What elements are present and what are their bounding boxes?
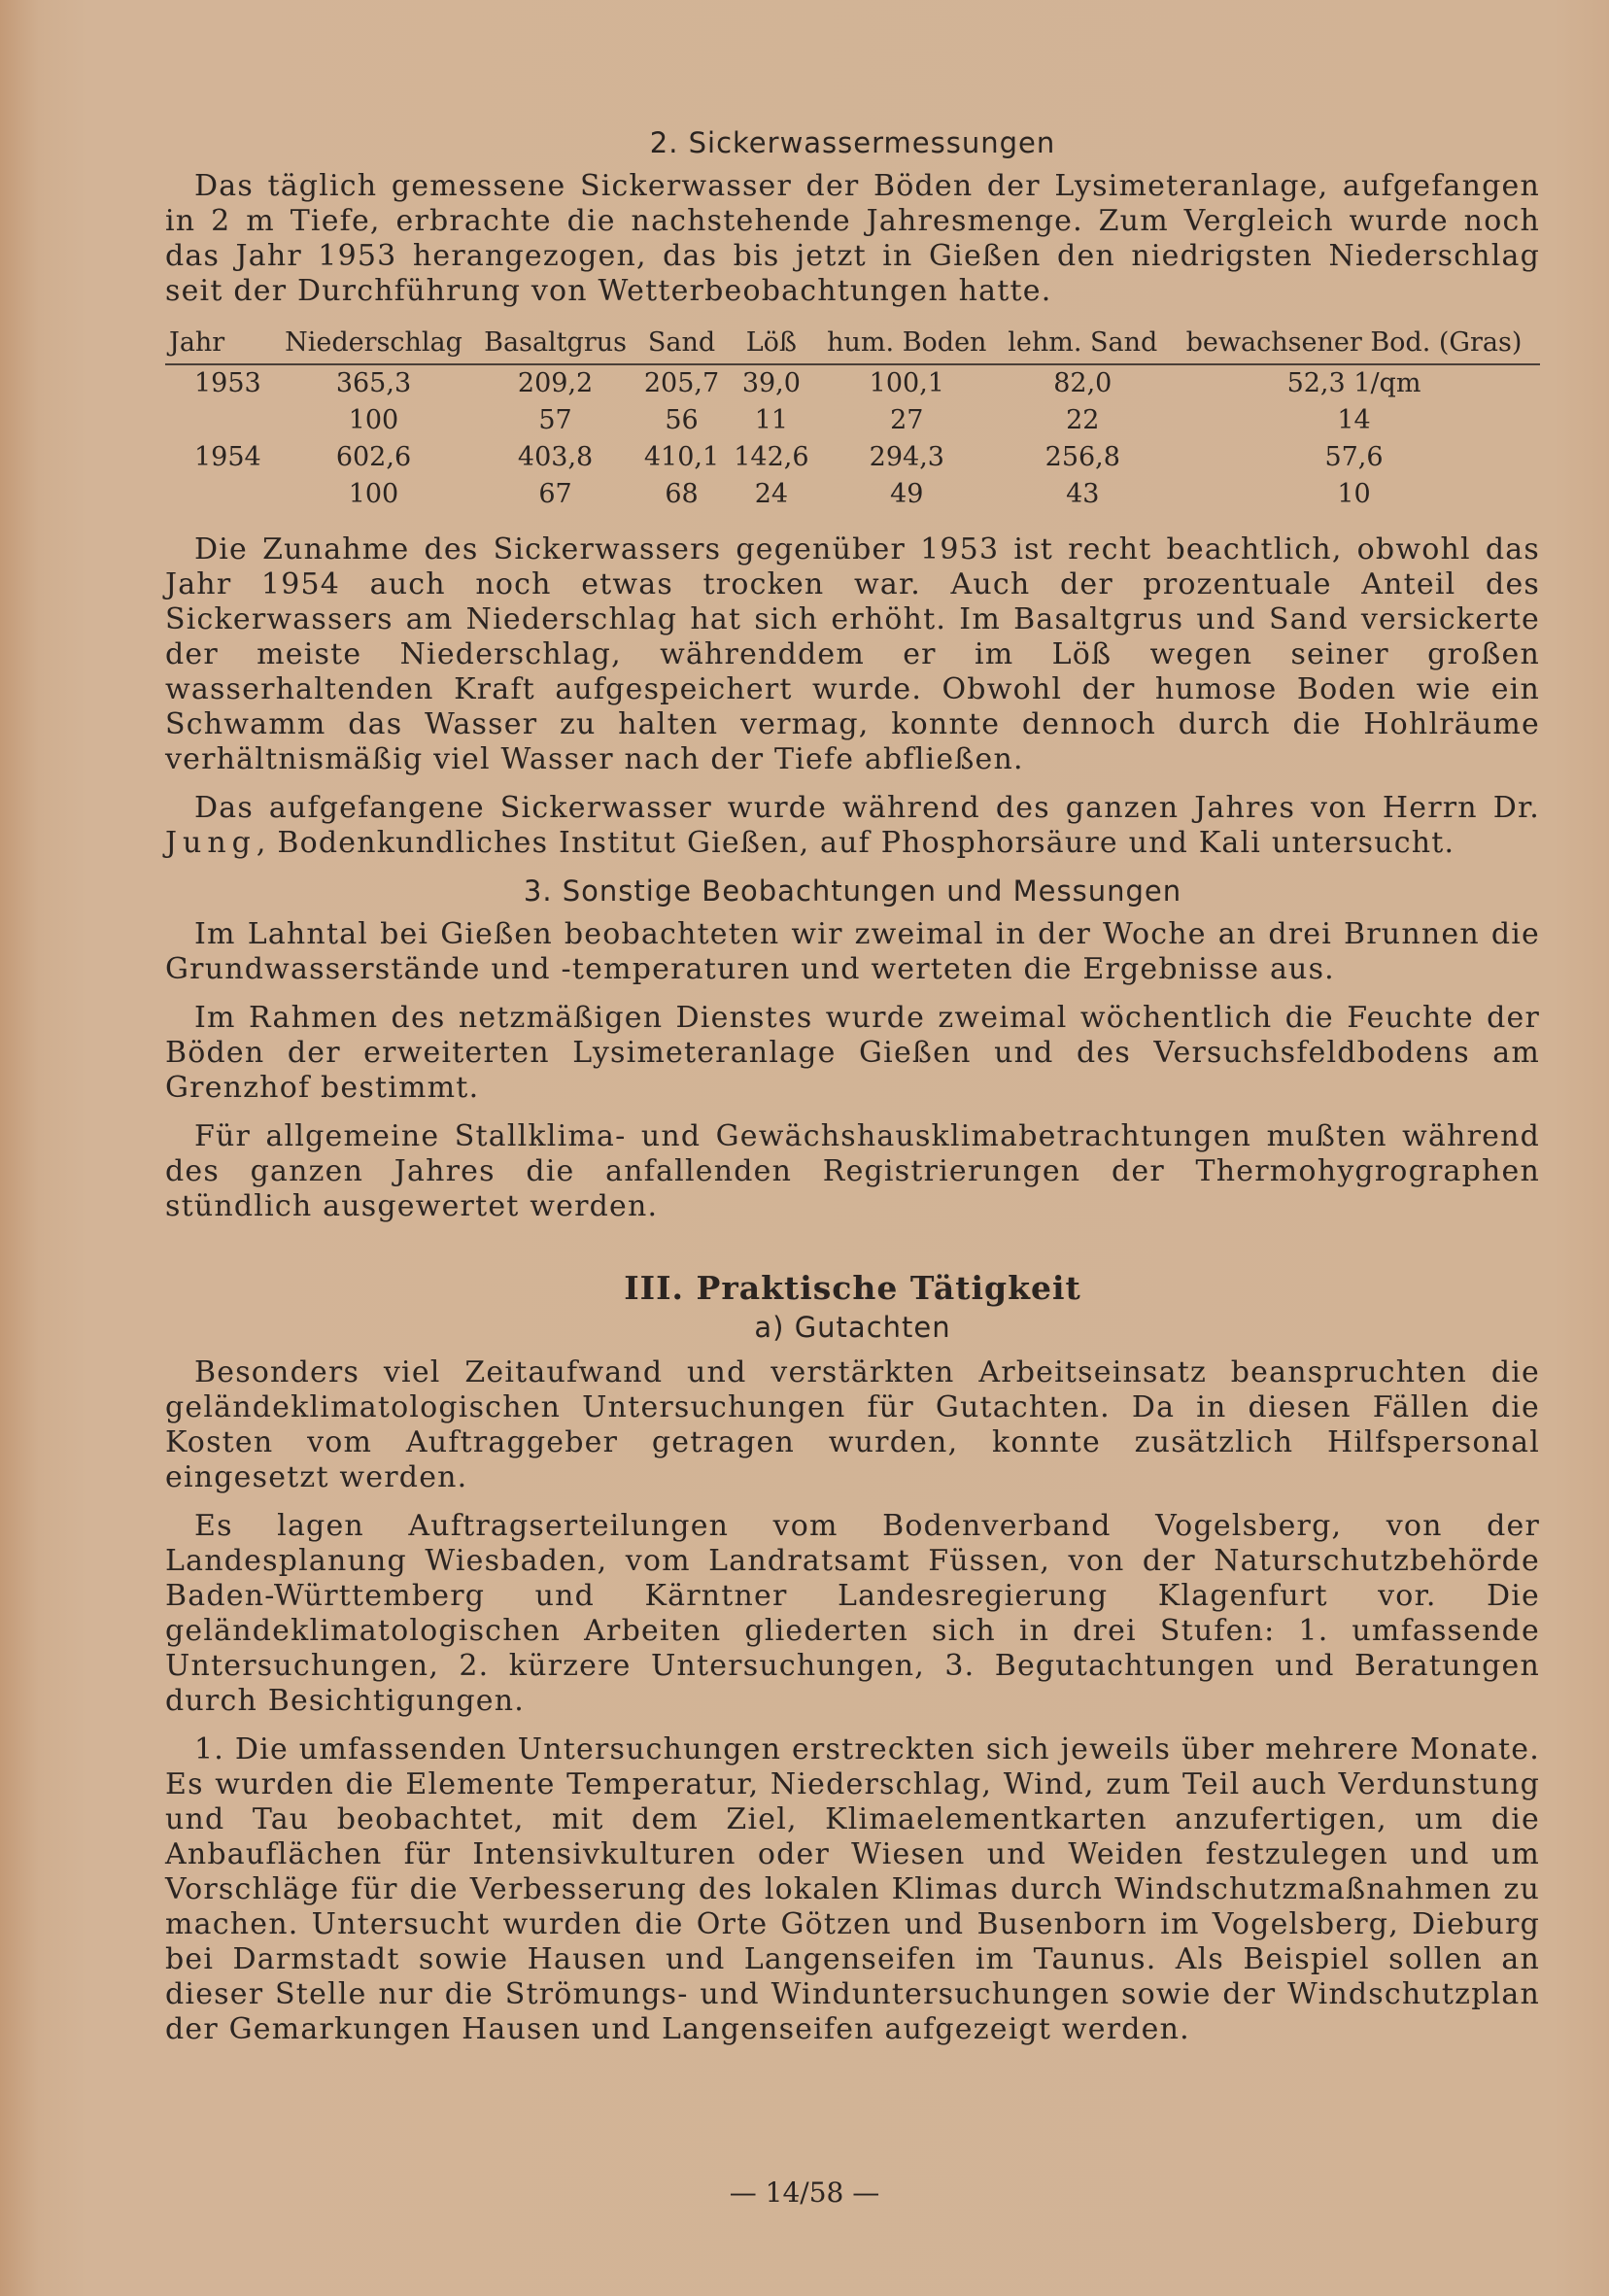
sickerwasser-table xyxy=(165,328,1540,513)
table-cell: 24 xyxy=(754,479,789,509)
author-name: Jung xyxy=(165,826,257,860)
section-heading-sonstige: 3. Sonstige Beobachtungen und Messungen xyxy=(523,874,1182,908)
table-cell: 57,6 xyxy=(1324,442,1384,472)
table-cell: 256,8 xyxy=(1044,442,1120,472)
table-cell xyxy=(165,476,273,513)
table-row xyxy=(165,364,1540,402)
paragraph: Im Lahntal bei Gießen beobachteten wir zweimal in der Woche an drei Brunnen die Grundwasserstände und -temperaturen und werteten die Ergebnisse aus. xyxy=(165,917,1540,986)
table-cell: 43 xyxy=(1066,479,1100,509)
paragraph: Im Rahmen des netzmäßigen Dienstes wurde zweimal wöchentlich die Feuchte der Böden der erweiterten Lysimeteranlage Gießen und des Versuchsfeldbodens am Grenzhof bestimmt. xyxy=(165,1001,1540,1105)
table-cell: 39,0 xyxy=(741,368,801,398)
column-header: lehm. Sand xyxy=(998,328,1168,364)
column-header: Niederschlag xyxy=(273,328,474,364)
table-cell: 82,0 xyxy=(1053,368,1113,398)
paragraph: 1. Die umfassenden Untersuchungen erstreckten sich jeweils über mehrere Monate. Es wurden die Elemente Temperatur, Niederschlag, Wind, zum Teil auch Verdunstung und Tau beobachtet, mit dem Ziel, Klimaelementkarten anzufertigen, um die Anbauflächen für Intensivkulturen oder Wiesen und Weiden festzulegen und um Vorschläge für die Verbesserung des lokalen Klimas durch Windschutzmaßnahmen zu machen. Untersucht wurden die Orte Götzen und Busenborn im Vogelsberg, Dieburg bei Darmstadt sowie Hausen und Langenseifen im Taunus. Als Beispiel sollen an dieser Stelle nur die Strömungs- und Winduntersuchungen sowie der Windschutzplan der Gemarkungen Hausen und Langenseifen aufgezeigt werden. xyxy=(165,1732,1540,2046)
subsection-title-gutachten: a) Gutachten xyxy=(754,1311,951,1344)
column-header: hum. Boden xyxy=(816,328,998,364)
page-number: — 14/58 — xyxy=(729,2176,880,2209)
paragraph: Das täglich gemessene Sickerwasser der Böden der Lysimeteranlage, aufgefangen in 2 m Tiefe, erbrachte die nachstehende Jahresmenge. Zum Vergleich wurde noch das Jahr 1953 herangezogen, das bis jetzt in Gießen den niedrigsten Niederschlag seit der Durchführung von Wetterbeobachtungen hatte. xyxy=(165,169,1540,308)
table-cell: 294,3 xyxy=(869,442,944,472)
table-row xyxy=(165,402,1540,439)
column-header: Löß xyxy=(727,328,816,364)
paragraph: Für allgemeine Stallklima- und Gewächshausklimabetrachtungen mußten während des ganzen Jahres die anfallenden Registrierungen der Thermohygrographen stündlich ausgewertet werden. xyxy=(165,1119,1540,1223)
table-cell: 410,1 xyxy=(643,442,720,472)
column-header: bewachsener Bod. (Gras) xyxy=(1168,328,1540,364)
paragraph: Das aufgefangene Sickerwasser wurde während des ganzen Jahres von Herrn Dr. Jung, Bodenkundliches Institut Gießen, auf Phosphorsäure und Kali untersucht. xyxy=(165,791,1540,860)
column-header: Basaltgrus xyxy=(474,328,637,364)
table-cell: 10 xyxy=(1337,479,1371,509)
table-cell: 100 xyxy=(348,479,399,509)
section-title-praktische-taetigkeit: III. Praktische Tätigkeit xyxy=(624,1269,1081,1307)
table-cell: 209,2 xyxy=(517,368,594,398)
table-cell: 100,1 xyxy=(869,368,944,398)
table-row xyxy=(165,476,1540,513)
table-cell: 1953 xyxy=(194,368,261,398)
table-cell: 1954 xyxy=(194,442,261,472)
table-cell: 27 xyxy=(890,405,924,435)
paragraph: Die Zunahme des Sickerwassers gegenüber 1953 ist recht beachtlich, obwohl das Jahr 1954 auch noch etwas trocken war. Auch der prozentuale Anteil des Sickerwassers am Niederschlag hat sich erhöht. Im Basaltgrus und Sand versickerte der meiste Niederschlag, währenddem er im Löß wegen seiner großen wasserhaltenden Kraft aufgespeichert wurde. Obwohl der humose Boden wie ein Schwamm das Wasser zu halten vermag, konnte dennoch durch die Hohlräume verhältnismäßig viel Wasser nach der Tiefe abfließen. xyxy=(165,532,1540,776)
table-cell: 57 xyxy=(538,405,572,435)
table-cell: 205,7 xyxy=(643,368,720,398)
table-cell: 602,6 xyxy=(335,442,412,472)
section-heading-sickerwasser: 2. Sickerwassermessungen xyxy=(649,126,1056,159)
table-cell: 52,3 1/qm xyxy=(1286,368,1421,398)
table-cell xyxy=(165,402,273,439)
table-cell: 49 xyxy=(890,479,924,509)
table-cell: 365,3 xyxy=(335,368,412,398)
table-cell: 68 xyxy=(665,479,699,509)
table-cell: 11 xyxy=(754,405,789,435)
paragraph: Es lagen Auftragserteilungen vom Bodenverband Vogelsberg, von der Landesplanung Wiesbaden, vom Landratsamt Füssen, von der Naturschutzbehörde Baden-Württemberg und Kärntner Landesregierung Klagenfurt vor. Die geländeklimatologischen Arbeiten gliederten sich in drei Stufen: 1. umfassende Untersuchungen, 2. kürzere Untersuchungen, 3. Begutachtungen und Beratungen durch Besichtigungen. xyxy=(165,1509,1540,1718)
table-cell: 403,8 xyxy=(517,442,594,472)
table-header-row xyxy=(165,328,1540,364)
table-cell: 56 xyxy=(665,405,699,435)
paragraph: Besonders viel Zeitaufwand und verstärkten Arbeitseinsatz beanspruchten die geländeklimatologischen Untersuchungen für Gutachten. Da in diesen Fällen die Kosten vom Auftraggeber getragen wurden, konnte zusätzlich Hilfspersonal eingesetzt werden. xyxy=(165,1355,1540,1494)
table-cell: 22 xyxy=(1066,405,1100,435)
column-header: Sand xyxy=(636,328,726,364)
table-cell: 14 xyxy=(1337,405,1371,435)
table-cell: 100 xyxy=(348,405,399,435)
table-cell: 67 xyxy=(538,479,572,509)
column-header: Jahr xyxy=(165,328,273,364)
table-cell: 142,6 xyxy=(734,442,809,472)
table-row xyxy=(165,439,1540,476)
page-content xyxy=(165,115,1540,2061)
